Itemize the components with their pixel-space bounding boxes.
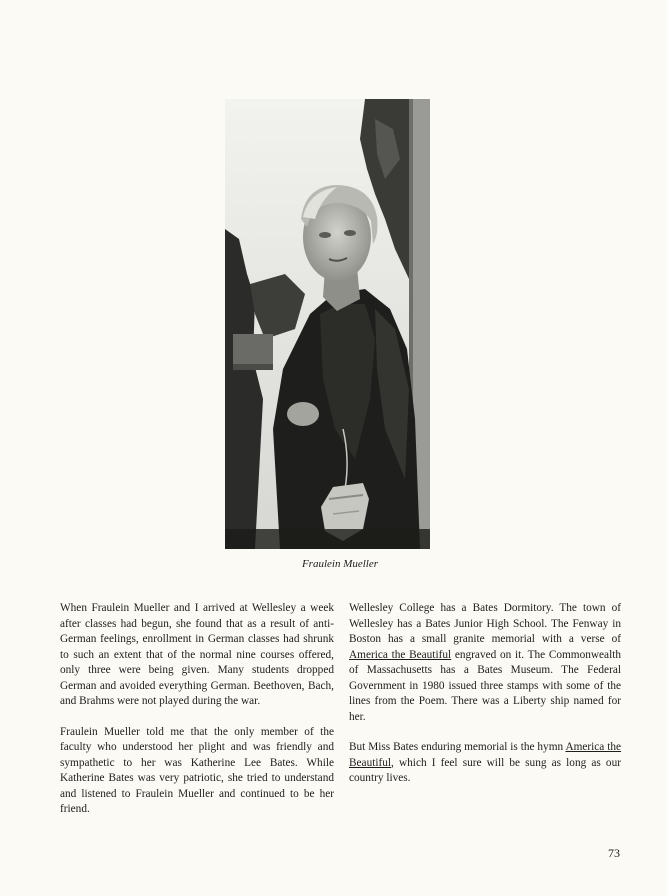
right-paragraph-2 [349,740,621,787]
right-column [349,601,621,802]
portrait-photo [225,99,430,549]
right-paragraph-2-text-b: , which I feel sure will be sung as long as our country lives. [349,756,621,784]
right-paragraph-1 [349,601,621,725]
left-column [60,601,334,833]
song-title: America the Beautiful [349,648,452,661]
left-paragraph-2: Fraulein Mueller told me that the only member of the faculty who understood her plight and was friendly and sympathetic to her was Katherine Lee Bates. While Katherine Bates was very patriotic, she tried to understand and listened to Fraulein Mueller and continued to be her friend. [60,725,334,815]
left-paragraph-1: When Fraulein Mueller and I arrived at Wellesley a week after classes had begun, she found that as a result of anti-German feelings, enrollment in German classes had shrunk to such an extent that of the normal nine courses offered, only three were being given. Many students dropped German and avoided everything German. Beethoven, Bach, and Brahms were not played during the war. [60,602,334,707]
portrait-photo-image [225,99,430,549]
right-paragraph-2-text-a: But Miss Bates enduring memorial is the hymn [349,741,564,753]
song-title: America the Beautiful [349,741,622,769]
right-paragraph-1-text-a: Wellesley College has a Bates Dormitory. The town of Wellesley has a Bates Junior High School. The Fenway in Boston has a small granite memorial with a verse of [349,602,621,645]
photo-caption: Fraulein Mueller [301,558,379,570]
right-paragraph-1-text-b: engraved on it. The Commonwealth of Massachusetts has a Bates Museum. The Federal Government in 1980 issued three stamps with some of the lines from the Poem. There was a Liberty ship named for her. [349,648,621,723]
page-number: 73 [608,846,620,860]
